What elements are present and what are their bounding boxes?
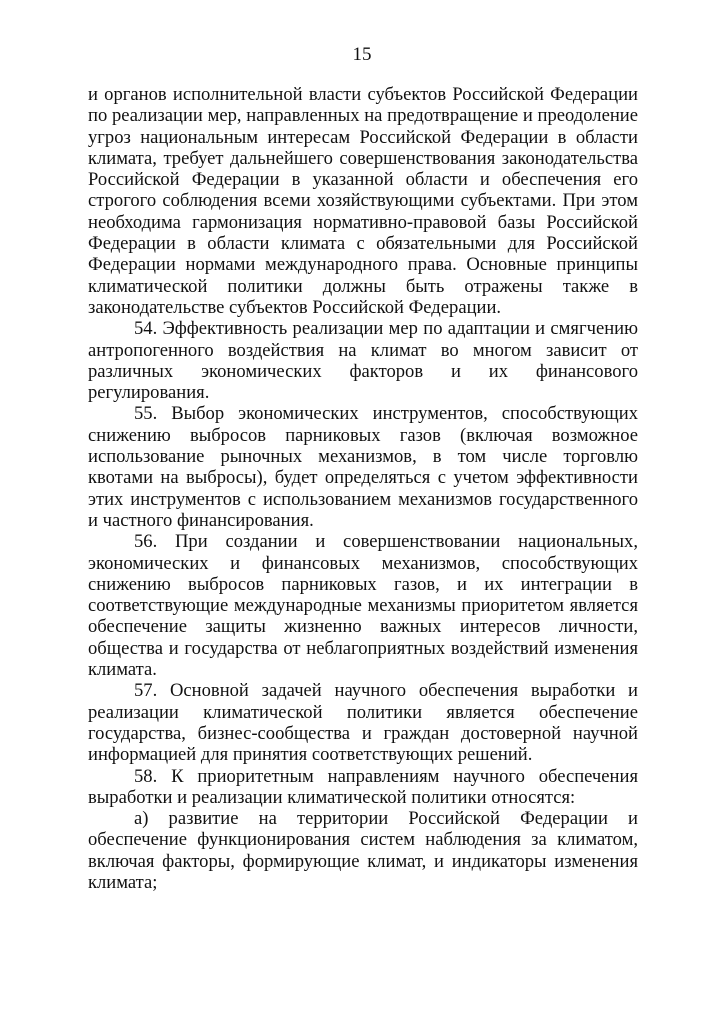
paragraph-continuation: и органов исполнительной власти субъектов Российской Федерации по реализации мер, направленных на предотвращение и преодоление угроз национальным интересам Российской Федерации в области климата, требует дальнейшего совершенствования законодательства Российской Федерации в указанной области и обеспечения его строгого соблюдения всеми хозяйствующими субъектами. При этом необходима гармонизация нормативно-правовой базы Российской Федерации в области климата с обязательными для Российской Федерации нормами международного права. Основные принципы климатической политики должны быть отражены также в законодательстве субъектов Российской Федерации.: [88, 84, 638, 318]
body-text: [88, 84, 638, 893]
page-number: 15: [352, 44, 372, 65]
paragraph-56: 56. При создании и совершенствовании национальных, экономических и финансовых механизмов, способствующих снижению выбросов парниковых газов, и их интеграции в соответствующие международные механизмы приоритетом является обеспечение защиты жизненно важных интересов личности, общества и государства от неблагоприятных воздействий изменения климата.: [88, 531, 638, 681]
paragraph-55: 55. Выбор экономических инструментов, способствующих снижению выбросов парниковых газов (включая возможное использование рыночных механизмов, в том числе торговлю квотами на выбросы), будет определяться с учетом эффективности этих инструментов с использованием механизмов государственного и частного финансирования.: [88, 403, 638, 531]
paragraph-57: 57. Основной задачей научного обеспечения выработки и реализации климатической политики является обеспечение государства, бизнес-сообщества и граждан достоверной научной информацией для принятия соответствующих решений.: [88, 680, 638, 766]
paragraph-54: 54. Эффективность реализации мер по адаптации и смягчению антропогенного воздействия на климат во многом зависит от различных экономических факторов и их финансового регулирования.: [88, 318, 638, 404]
paragraph-58: 58. К приоритетным направлениям научного обеспечения выработки и реализации климатической политики относятся:: [88, 765, 638, 808]
paragraph-58-item-a: а) развитие на территории Российской Федерации и обеспечение функционирования систем наблюдения за климатом, включая факторы, формирующие климат, и индикаторы изменения климата;: [88, 808, 638, 893]
